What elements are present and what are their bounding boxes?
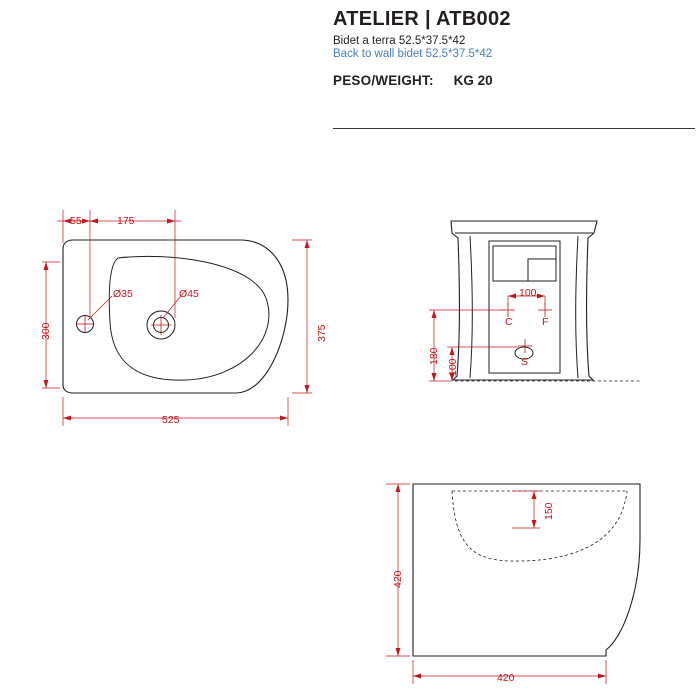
subtitle-english: Back to wall bidet 52.5*37.5*42 xyxy=(333,48,493,60)
front-dim-100-bottom: 100 xyxy=(447,358,459,376)
side-dim-150: 150 xyxy=(543,502,555,520)
front-dim-180: 180 xyxy=(428,347,440,365)
weight-value: KG 20 xyxy=(453,73,493,88)
front-label-c: C xyxy=(505,316,513,328)
front-label-s: S xyxy=(521,356,529,368)
weight-label: PESO/WEIGHT: xyxy=(333,73,434,88)
side-dim-420-vertical: 420 xyxy=(392,570,404,588)
hole-diameter-35: Ø35 xyxy=(113,288,133,300)
page-title: ATELIER | ATB002 xyxy=(333,8,511,30)
top-dim-525: 525 xyxy=(162,414,180,426)
top-dim-300: 300 xyxy=(40,322,52,340)
top-dim-175: 175 xyxy=(117,215,135,227)
front-label-f: F xyxy=(542,316,549,328)
subtitle-italian: Bidet a terra 52.5*37.5*42 xyxy=(333,35,466,47)
side-dim-420-horizontal: 420 xyxy=(497,672,515,684)
hole-diameter-45: Ø45 xyxy=(179,288,199,300)
top-dim-375: 375 xyxy=(316,324,328,342)
front-dim-100-top: 100 xyxy=(519,287,537,299)
top-dim-55: 55 xyxy=(70,215,82,227)
